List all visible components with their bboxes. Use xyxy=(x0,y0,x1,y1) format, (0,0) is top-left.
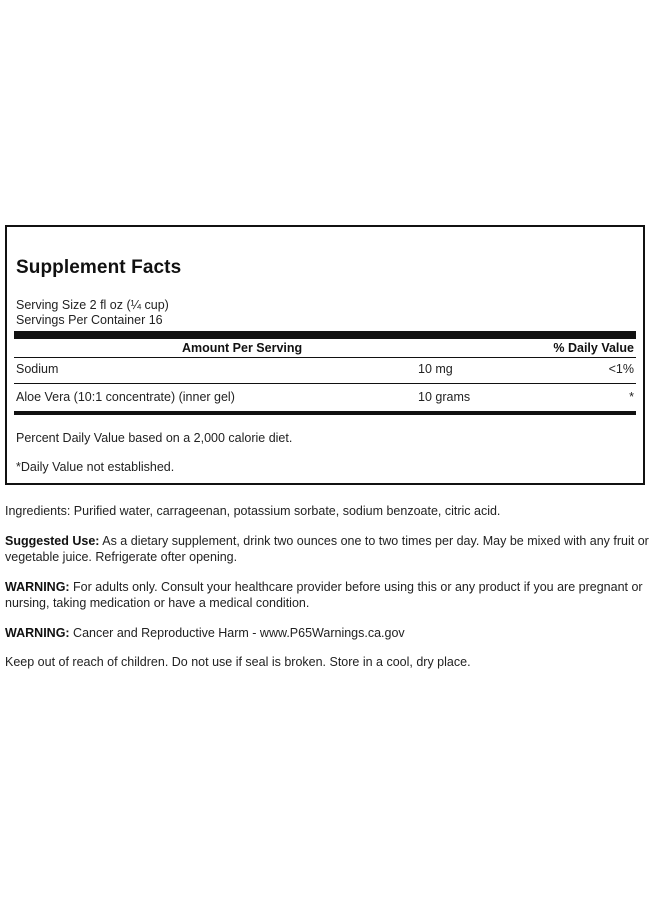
thin-divider xyxy=(14,357,636,358)
daily-value-header: % Daily Value xyxy=(553,341,634,355)
nutrient-amount: 10 mg xyxy=(418,362,453,376)
nutrient-row-aloe-vera xyxy=(14,390,636,408)
percent-daily-value-footnote: Percent Daily Value based on a 2,000 calorie diet. xyxy=(16,431,293,445)
storage-instructions: Keep out of reach of children. Do not use if seal is broken. Store in a cool, dry place. xyxy=(5,655,471,669)
serving-size: Serving Size 2 fl oz (¼ cup) xyxy=(16,298,169,312)
warning-adults-text xyxy=(5,579,650,611)
nutrient-name: Sodium xyxy=(16,362,59,376)
facts-header-row xyxy=(14,340,636,358)
warning-heading: WARNING: xyxy=(5,626,70,640)
warning-prop65-text xyxy=(5,625,650,641)
daily-value-not-established-footnote: *Daily Value not established. xyxy=(16,460,175,474)
supplement-facts-title: Supplement Facts xyxy=(16,257,182,278)
suggested-use-heading: Suggested Use: xyxy=(5,534,100,548)
suggested-use-text xyxy=(5,533,650,565)
ingredients-text: Ingredients: Purified water, carrageenan, potassium sorbate, sodium benzoate, citric acid. xyxy=(5,504,501,518)
thick-divider xyxy=(14,331,636,339)
amount-per-serving-header: Amount Per Serving xyxy=(182,341,303,355)
nutrient-row-sodium xyxy=(14,362,636,380)
nutrient-name: Aloe Vera (10:1 concentrate) (inner gel) xyxy=(16,390,235,404)
nutrient-amount: 10 grams xyxy=(418,390,471,404)
suggested-use-body: As a dietary supplement, drink two ounces one to two times per day. May be mixed with any fruit or vegetable juice. Refrigerate ofter opening. xyxy=(5,534,649,564)
warning-prop65-body: Cancer and Reproductive Harm - www.P65Warnings.ca.gov xyxy=(69,626,405,640)
nutrient-daily-value: <1% xyxy=(608,362,634,376)
warning-adults-body: For adults only. Consult your healthcare provider before using this or any product if you are pregnant or nursing, taking medication or have a medical condition. xyxy=(5,580,643,610)
nutrient-daily-value: * xyxy=(629,390,634,404)
thin-divider xyxy=(14,383,636,384)
supplement-facts-panel xyxy=(5,225,645,485)
medium-divider xyxy=(14,411,636,415)
servings-per-container: Servings Per Container 16 xyxy=(16,313,163,327)
warning-heading: WARNING: xyxy=(5,580,70,594)
